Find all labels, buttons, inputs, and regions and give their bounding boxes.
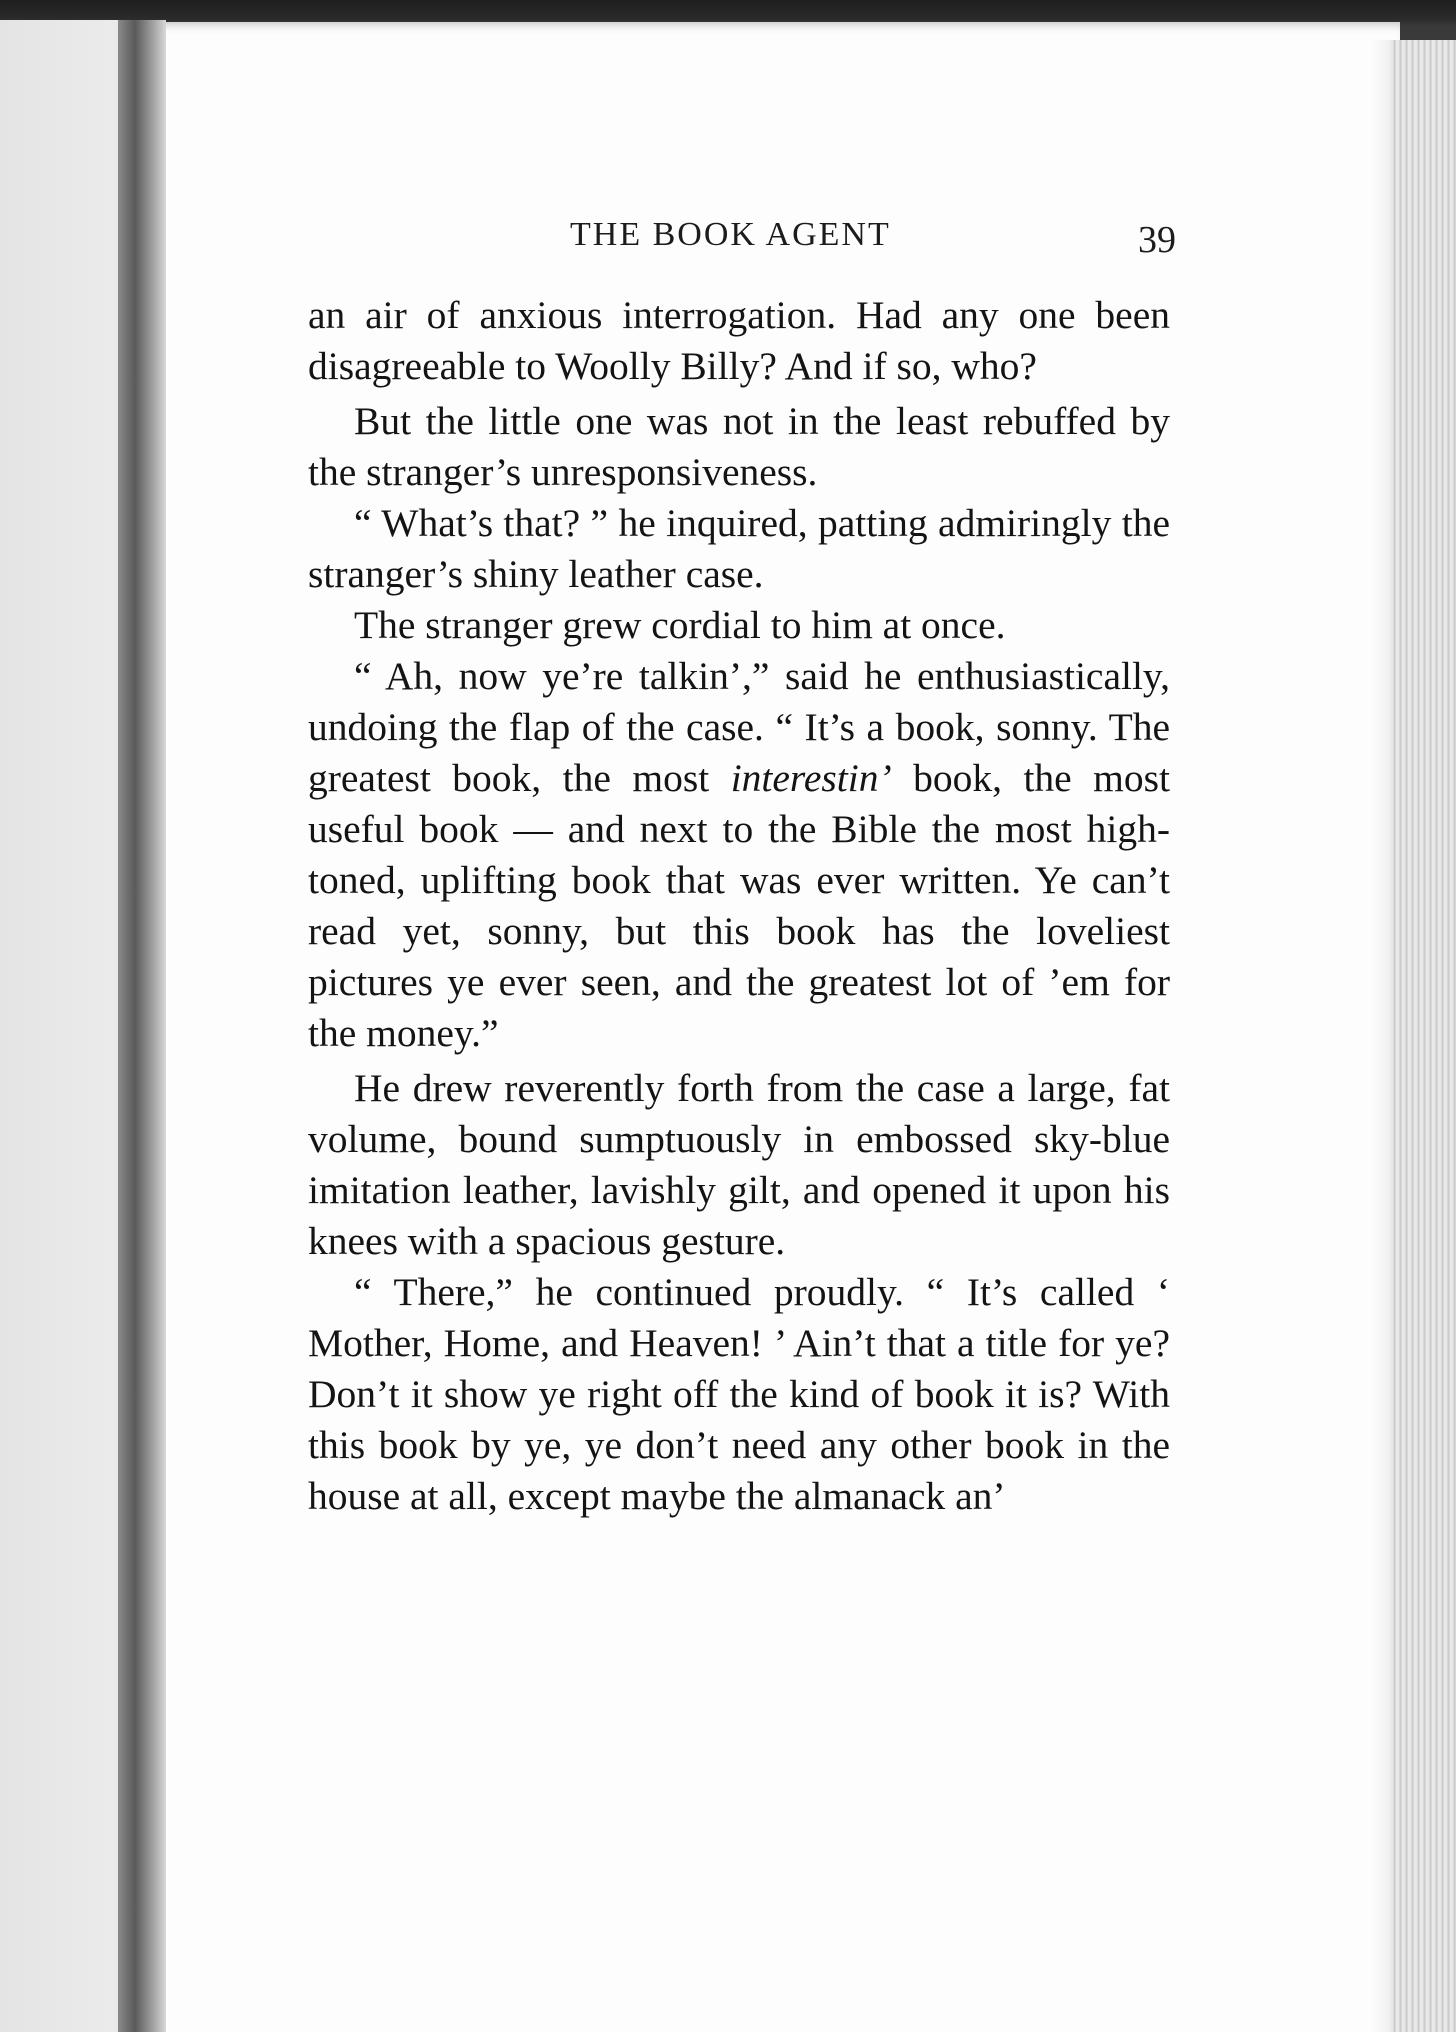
paragraph: “ There,” he continued proudly. “ It’s called ‘ Mother, Home, and Heaven! ’ Ain’t that a title for ye? Don’t it show ye right off the kind of book it is? With this book by ye, ye don’t need any other book in the house at all, except maybe the almanack an’: [308, 1270, 1170, 1518]
running-title: THE BOOK AGENT: [570, 216, 891, 253]
page-fore-edge: [1390, 40, 1456, 2032]
paragraph-segment: “ Ah, now ye’re talkin’,” said he enthusiastically, undoing the flap of the case. “ It’s a book, sonny. The greatest book, the most: [308, 654, 1170, 800]
paragraph: The stranger grew cordial to him at once.: [354, 603, 1006, 647]
book-gutter: [118, 20, 166, 2032]
paragraph: He drew reverently forth from the case a large, fat volume, bound sumptuously in embossed sky-blue imitation leather, lavishly gilt, and opened it upon his knees with a spacious gesture.: [308, 1066, 1170, 1263]
italic-word: interestin’: [730, 756, 892, 800]
paragraph: “ What’s that? ” he inquired, patting admiringly the stranger’s shiny leather case.: [308, 501, 1170, 596]
paragraph-segment: book, the most useful book — and next to the Bible the most high-toned, uplifting book that was ever written. Ye can’t read yet, sonny, but this book has the loveliest pictures ye ever seen, and the greatest lot of ’em for the money.”: [308, 756, 1171, 1055]
running-head: [300, 216, 1176, 276]
paragraph: [308, 651, 1170, 1059]
paragraph-continued: an air of anxious interrogation. Had any one been disagreeable to Woolly Billy? And if so, who?: [308, 293, 1170, 388]
page-number: 39: [1138, 219, 1176, 261]
body-text: [308, 290, 1170, 1522]
paragraph: But the little one was not in the least rebuffed by the stranger’s unresponsiveness.: [308, 399, 1170, 494]
